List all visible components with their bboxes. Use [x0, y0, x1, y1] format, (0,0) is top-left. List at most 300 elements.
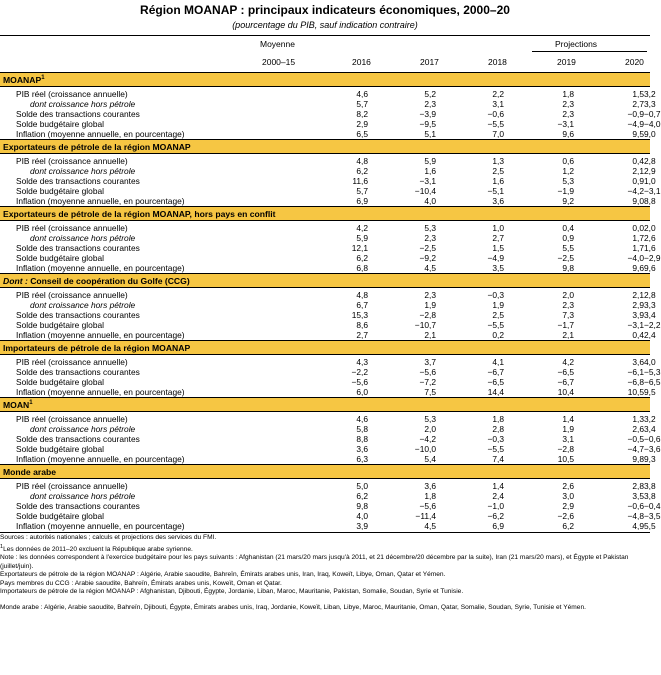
value-cell: 10,4: [557, 387, 574, 397]
value-cell: 6,2: [356, 166, 368, 176]
value-cell: 3,6: [492, 196, 504, 206]
value-cell: 2,3: [562, 300, 574, 310]
value-cell: 9,6: [644, 263, 656, 273]
table-row: [0, 330, 650, 341]
value-cell: −2,8: [557, 444, 574, 454]
value-cell: −4,7: [627, 444, 644, 454]
table-row: [0, 377, 650, 387]
table-title: Région MOANAP : principaux indicateurs économiques, 2000–20: [140, 3, 510, 17]
value-cell: 2,8: [644, 156, 656, 166]
value-cell: 10,5: [627, 387, 644, 397]
table-row: [0, 300, 650, 310]
value-cell: 4,8: [356, 290, 368, 300]
value-cell: −2,9: [644, 253, 661, 263]
exporters-note: Exportateurs de pétrole de la région MOANAP : Algérie, Arabie saoudite, Bahreïn, Émirats arabes unis, Iran, Iraq, Koweït, Libye, Oman, Qatar et Yémen.: [0, 571, 446, 579]
value-cell: 2,1: [632, 290, 644, 300]
value-cell: −4,2: [627, 186, 644, 196]
value-cell: 1,0: [644, 176, 656, 186]
value-cell: 5,9: [424, 156, 436, 166]
value-cell: −5,6: [419, 367, 436, 377]
value-cell: 15,3: [351, 310, 368, 320]
value-cell: 6,9: [356, 196, 368, 206]
value-cell: −9,5: [419, 119, 436, 129]
value-cell: −6,8: [627, 377, 644, 387]
value-cell: 9,3: [644, 454, 656, 464]
row-label: Inflation (moyenne annuelle, en pourcentage): [16, 521, 185, 531]
value-cell: 1,8: [562, 89, 574, 99]
row-label: PIB réel (croissance annuelle): [16, 414, 128, 424]
ccg-note: Pays membres du CCG : Arabie saoudite, Bahreïn, Émirats arabes unis, Koweït, Oman et Qatar.: [0, 579, 282, 587]
row-label: PIB réel (croissance annuelle): [16, 357, 128, 367]
value-cell: −6,5: [644, 377, 661, 387]
value-cell: 5,3: [424, 223, 436, 233]
row-label: dont croissance hors pétrole: [30, 233, 136, 243]
column-header: [0, 35, 650, 72]
footnote-1-text: Les données de 2011–20 excluent la République arabe syrienne.: [3, 545, 193, 553]
value-cell: 1,4: [562, 414, 574, 424]
importers-note: Importateurs de pétrole de la région MOANAP : Afghanistan, Djibouti, Égypte, Jordanie, Liban, Maroc, Mauritanie, Pakistan, Somalie, Soudan, Syrie et Tunisie.: [0, 588, 464, 596]
row-label: Solde des transactions courantes: [16, 109, 140, 119]
value-cell: −5,6: [351, 377, 368, 387]
row-label: PIB réel (croissance annuelle): [16, 290, 128, 300]
value-cell: 9,8: [562, 263, 574, 273]
value-cell: 6,9: [492, 521, 504, 531]
value-cell: 3,3: [644, 300, 656, 310]
value-cell: 3,8: [644, 491, 656, 501]
value-cell: 2,3: [562, 99, 574, 109]
section-header: [0, 465, 650, 479]
value-cell: 3,6: [424, 481, 436, 491]
value-cell: −1,9: [557, 186, 574, 196]
projections-label: Projections: [555, 39, 598, 49]
value-cell: 2,7: [632, 99, 644, 109]
table-row: [0, 99, 650, 109]
fiscal-year-note: Note : les données correspondent à l'exercice budgétaire pour les pays suivants : Afghanistan (21 mars/20 mars jusqu'à 2011, et 21 décembre/20 décembre par la suite), Iran (21 mars/20 mars), et Égypte et Pakistan (juillet/juin).: [0, 554, 629, 570]
value-cell: 2,7: [356, 330, 368, 340]
value-cell: 4,5: [424, 263, 436, 273]
row-label: Solde budgétaire global: [16, 186, 105, 196]
value-cell: 3,1: [492, 99, 504, 109]
value-cell: 6,2: [562, 521, 574, 531]
value-cell: 2,1: [424, 330, 436, 340]
row-label: Solde budgétaire global: [16, 444, 105, 454]
row-label: dont croissance hors pétrole: [30, 166, 136, 176]
section-title: Exportateurs de pétrole de la région MOANAP, hors pays en conflit: [3, 208, 276, 219]
table-row: [0, 491, 650, 501]
table-row: [0, 166, 650, 176]
row-label: PIB réel (croissance annuelle): [16, 156, 128, 166]
value-cell: 9,0: [632, 196, 644, 206]
value-cell: −6,7: [487, 367, 504, 377]
value-cell: 5,5: [562, 243, 574, 253]
value-cell: 1,8: [492, 414, 504, 424]
value-cell: −5,3: [644, 367, 661, 377]
notes: [0, 532, 650, 612]
value-cell: 3,7: [424, 357, 436, 367]
value-cell: 5,3: [562, 176, 574, 186]
section-header: [0, 398, 650, 412]
value-cell: −3,1: [644, 186, 661, 196]
value-cell: 3,6: [632, 357, 644, 367]
row-label: Solde budgétaire global: [16, 320, 105, 330]
value-cell: 3,4: [644, 310, 656, 320]
row-label: Inflation (moyenne annuelle, en pourcentage): [16, 196, 185, 206]
value-cell: −10,7: [414, 320, 436, 330]
section-title: MOANAP: [3, 74, 42, 85]
row-label: PIB réel (croissance annuelle): [16, 481, 128, 491]
section-header: [0, 274, 650, 288]
value-cell: −2,2: [351, 367, 368, 377]
table-row: [0, 310, 650, 320]
row-label: PIB réel (croissance annuelle): [16, 89, 128, 99]
value-cell: −2,8: [419, 310, 436, 320]
section-header: [0, 341, 650, 355]
section-title-cell: [0, 73, 650, 87]
section-header: [0, 140, 650, 154]
row-label: PIB réel (croissance annuelle): [16, 223, 128, 233]
value-cell: 2,6: [644, 233, 656, 243]
value-cell: 5,7: [356, 99, 368, 109]
value-cell: 6,2: [356, 253, 368, 263]
value-cell: −0,6: [487, 109, 504, 119]
col-header-avg: 2000–15: [262, 57, 296, 67]
value-cell: −0,4: [644, 501, 661, 511]
value-cell: 6,8: [356, 263, 368, 273]
value-cell: −2,5: [557, 253, 574, 263]
row-label: Solde des transactions courantes: [16, 434, 140, 444]
value-cell: −6,2: [487, 511, 504, 521]
value-cell: 2,1: [562, 330, 574, 340]
table-row: [0, 424, 650, 434]
arab-world-note: Monde arabe : Algérie, Arabie saoudite, Bahreïn, Djibouti, Égypte, Émirats arabes unis, Iraq, Jordanie, Koweït, Liban, Libye, Maroc, Mauritanie, Oman, Qatar, Somalie, Soudan, Syrie, Tunisie et Yémen.: [0, 603, 586, 611]
value-cell: 0,6: [562, 156, 574, 166]
value-cell: 3,9: [356, 521, 368, 531]
row-label: Solde budgétaire global: [16, 253, 105, 263]
value-cell: −5,5: [487, 320, 504, 330]
value-cell: 4,2: [562, 357, 574, 367]
value-cell: 2,6: [632, 424, 644, 434]
value-cell: 2,3: [424, 233, 436, 243]
value-cell: −3,9: [419, 109, 436, 119]
value-cell: 4,0: [424, 196, 436, 206]
value-cell: −9,2: [419, 253, 436, 263]
value-cell: 2,0: [562, 290, 574, 300]
value-cell: −0,5: [627, 434, 644, 444]
value-cell: 9,8: [356, 501, 368, 511]
value-cell: −6,1: [627, 367, 644, 377]
value-cell: −0,6: [627, 501, 644, 511]
value-cell: 0,4: [632, 330, 644, 340]
value-cell: 2,2: [492, 89, 504, 99]
row-label: Inflation (moyenne annuelle, en pourcentage): [16, 330, 185, 340]
value-cell: 2,8: [492, 424, 504, 434]
section-header: [0, 207, 650, 221]
value-cell: −4,2: [419, 434, 436, 444]
value-cell: 8,6: [356, 320, 368, 330]
value-cell: −4,9: [627, 119, 644, 129]
value-cell: 2,6: [562, 481, 574, 491]
row-label: Inflation (moyenne annuelle, en pourcentage): [16, 263, 185, 273]
value-cell: 2,9: [644, 166, 656, 176]
value-cell: 8,8: [356, 434, 368, 444]
value-cell: 5,9: [356, 233, 368, 243]
value-cell: 4,2: [356, 223, 368, 233]
value-cell: 6,2: [356, 491, 368, 501]
row-label: dont croissance hors pétrole: [30, 491, 136, 501]
value-cell: 3,8: [644, 481, 656, 491]
value-cell: 5,2: [424, 89, 436, 99]
value-cell: −0,3: [487, 290, 504, 300]
table-row: [0, 109, 650, 119]
value-cell: 2,9: [632, 300, 644, 310]
sources-note: Sources : autorités nationales ; calculs et projections des services du FMI.: [0, 534, 217, 541]
value-cell: 1,5: [632, 89, 644, 99]
table-row: [0, 263, 650, 274]
value-cell: 2,8: [644, 290, 656, 300]
value-cell: 9,5: [644, 387, 656, 397]
table-row: [0, 357, 650, 367]
value-cell: 14,4: [487, 387, 504, 397]
value-cell: 5,4: [424, 454, 436, 464]
table-row: [0, 444, 650, 454]
value-cell: 0,4: [562, 223, 574, 233]
row-label: dont croissance hors pétrole: [30, 99, 136, 109]
value-cell: 2,7: [492, 233, 504, 243]
table-row: [0, 320, 650, 330]
value-cell: −2,5: [419, 243, 436, 253]
value-cell: 7,3: [562, 310, 574, 320]
value-cell: −4,9: [487, 253, 504, 263]
value-cell: 1,6: [492, 176, 504, 186]
value-cell: −5,5: [487, 119, 504, 129]
value-cell: 11,6: [352, 176, 368, 186]
value-cell: 3,3: [644, 99, 656, 109]
value-cell: −3,1: [627, 320, 644, 330]
section-title-cell: [0, 465, 650, 479]
value-cell: 1,7: [632, 243, 644, 253]
value-cell: 1,3: [492, 156, 504, 166]
value-cell: 4,3: [356, 357, 368, 367]
value-cell: 6,0: [356, 387, 368, 397]
value-cell: 0,0: [632, 223, 644, 233]
value-cell: 1,3: [632, 414, 644, 424]
value-cell: 4,6: [356, 414, 368, 424]
value-cell: 1,4: [492, 481, 504, 491]
value-cell: −5,1: [487, 186, 504, 196]
section-title-cell: [0, 207, 650, 221]
value-cell: 1,9: [562, 424, 574, 434]
value-cell: 2,4: [644, 330, 656, 340]
value-cell: 2,0: [424, 424, 436, 434]
value-cell: −6,5: [487, 377, 504, 387]
value-cell: 2,9: [562, 501, 574, 511]
table-row: [0, 253, 650, 263]
indicators-table: [0, 72, 661, 531]
value-cell: −6,7: [557, 377, 574, 387]
value-cell: 1,5: [492, 243, 504, 253]
section-title-cell: [0, 398, 650, 412]
value-cell: −3,1: [557, 119, 574, 129]
row-label: Inflation (moyenne annuelle, en pourcentage): [16, 387, 185, 397]
value-cell: 8,8: [644, 196, 656, 206]
col-header-2019: 2019: [557, 57, 576, 67]
table-row: [0, 290, 650, 300]
value-cell: 0,9: [632, 176, 644, 186]
value-cell: 2,0: [644, 223, 656, 233]
value-cell: −5,5: [487, 444, 504, 454]
row-label: Inflation (moyenne annuelle, en pourcentage): [16, 454, 185, 464]
table-row: [0, 176, 650, 186]
value-cell: −3,5: [644, 511, 661, 521]
value-cell: 4,8: [356, 156, 368, 166]
value-cell: −6,5: [557, 367, 574, 377]
value-cell: 5,1: [424, 129, 436, 139]
row-label: Solde budgétaire global: [16, 511, 105, 521]
value-cell: −5,6: [419, 501, 436, 511]
table-row: [0, 501, 650, 511]
value-cell: 9,6: [632, 263, 644, 273]
table-row: [0, 156, 650, 166]
value-cell: 3,9: [632, 310, 644, 320]
value-cell: 9,8: [632, 454, 644, 464]
value-cell: −7,2: [419, 377, 436, 387]
section-title-cell: [0, 274, 650, 288]
value-cell: 3,6: [356, 444, 368, 454]
section-header: [0, 73, 650, 87]
value-cell: 2,3: [424, 99, 436, 109]
value-cell: 5,5: [644, 521, 656, 531]
table-row: [0, 196, 650, 207]
row-label: Solde des transactions courantes: [16, 310, 140, 320]
value-cell: 5,8: [356, 424, 368, 434]
row-label: Solde des transactions courantes: [16, 367, 140, 377]
table-row: [0, 521, 650, 531]
value-cell: 1,0: [492, 223, 504, 233]
value-cell: −4,0: [644, 119, 661, 129]
value-cell: 2,1: [632, 166, 644, 176]
value-cell: 3,2: [644, 414, 656, 424]
value-cell: −0,3: [487, 434, 504, 444]
value-cell: 3,4: [644, 424, 656, 434]
value-cell: 4,9: [632, 521, 644, 531]
table-row: [0, 233, 650, 243]
row-label: dont croissance hors pétrole: [30, 300, 136, 310]
value-cell: 4,0: [644, 357, 656, 367]
value-cell: 3,0: [562, 491, 574, 501]
value-cell: 0,4: [632, 156, 644, 166]
value-cell: 7,0: [492, 129, 504, 139]
projections-rule: [532, 51, 647, 52]
value-cell: 10,5: [557, 454, 574, 464]
table-row: [0, 223, 650, 233]
footnote-1: $^1$Les données de 2011–20 excluent la République arabe syrienne.: [0, 543, 193, 553]
row-label: Solde des transactions courantes: [16, 176, 140, 186]
value-cell: −11,4: [415, 511, 436, 521]
value-cell: −4,0: [627, 253, 644, 263]
table-row: [0, 511, 650, 521]
col-header-2018: 2018: [488, 57, 507, 67]
row-label: dont croissance hors pétrole: [30, 424, 136, 434]
value-cell: 8,2: [356, 109, 368, 119]
value-cell: 6,3: [356, 454, 368, 464]
moyenne-label: Moyenne: [260, 39, 295, 49]
section-title: Monde arabe: [3, 466, 57, 477]
col-header-2016: 2016: [352, 57, 371, 67]
value-cell: −4,8: [627, 511, 644, 521]
col-header-2020: 2020: [625, 57, 644, 67]
row-label: Solde des transactions courantes: [16, 243, 140, 253]
value-cell: 1,6: [644, 243, 656, 253]
table-row: [0, 186, 650, 196]
table-row: [0, 481, 650, 491]
value-cell: 4,1: [492, 357, 504, 367]
row-label: Solde budgétaire global: [16, 377, 105, 387]
value-cell: −0,9: [627, 109, 644, 119]
row-label: Solde des transactions courantes: [16, 501, 140, 511]
value-cell: 2,5: [492, 166, 504, 176]
value-cell: 0,9: [562, 233, 574, 243]
value-cell: 9,0: [644, 129, 656, 139]
value-cell: 5,0: [356, 481, 368, 491]
value-cell: −1,7: [557, 320, 574, 330]
value-cell: 4,6: [356, 89, 368, 99]
value-cell: 9,2: [562, 196, 574, 206]
value-cell: 7,5: [424, 387, 436, 397]
value-cell: 12,1: [351, 243, 368, 253]
table-row: [0, 129, 650, 140]
value-cell: 1,9: [492, 300, 504, 310]
table-row: [0, 387, 650, 398]
value-cell: 1,8: [424, 491, 436, 501]
value-cell: 1,2: [562, 166, 574, 176]
value-cell: −2,2: [644, 320, 661, 330]
section-title-cell: [0, 341, 650, 355]
value-cell: 9,6: [562, 129, 574, 139]
value-cell: −10,4: [414, 186, 436, 196]
col-header-2017: 2017: [420, 57, 439, 67]
table-row: [0, 454, 650, 465]
value-cell: 2,3: [562, 109, 574, 119]
section-title: Exportateurs de pétrole de la région MOANAP: [3, 141, 191, 152]
section-title: Importateurs de pétrole de la région MOANAP: [3, 342, 191, 353]
table-subtitle: (pourcentage du PIB, sauf indication contraire): [232, 20, 418, 30]
value-cell: −2,6: [557, 511, 574, 521]
section-footnote-mark: 1: [41, 74, 45, 81]
value-cell: 3,2: [644, 89, 656, 99]
value-cell: 2,4: [492, 491, 504, 501]
table-row: [0, 119, 650, 129]
table-row: [0, 414, 650, 424]
value-cell: 3,1: [562, 434, 574, 444]
value-cell: 6,7: [356, 300, 368, 310]
value-cell: 2,8: [632, 481, 644, 491]
value-cell: 4,0: [356, 511, 368, 521]
table-row: [0, 243, 650, 253]
value-cell: −1,0: [487, 501, 504, 511]
section-title-cell: [0, 140, 650, 154]
value-cell: 2,5: [492, 310, 504, 320]
value-cell: −0,7: [644, 109, 661, 119]
section-footnote-mark: 1: [29, 399, 33, 406]
row-label: Inflation (moyenne annuelle, en pourcentage): [16, 129, 185, 139]
value-cell: 5,7: [356, 186, 368, 196]
table-row: [0, 89, 650, 99]
value-cell: 1,7: [632, 233, 644, 243]
value-cell: −3,1: [419, 176, 436, 186]
value-cell: −0,6: [644, 434, 661, 444]
value-cell: 3,5: [492, 263, 504, 273]
value-cell: 6,5: [356, 129, 368, 139]
